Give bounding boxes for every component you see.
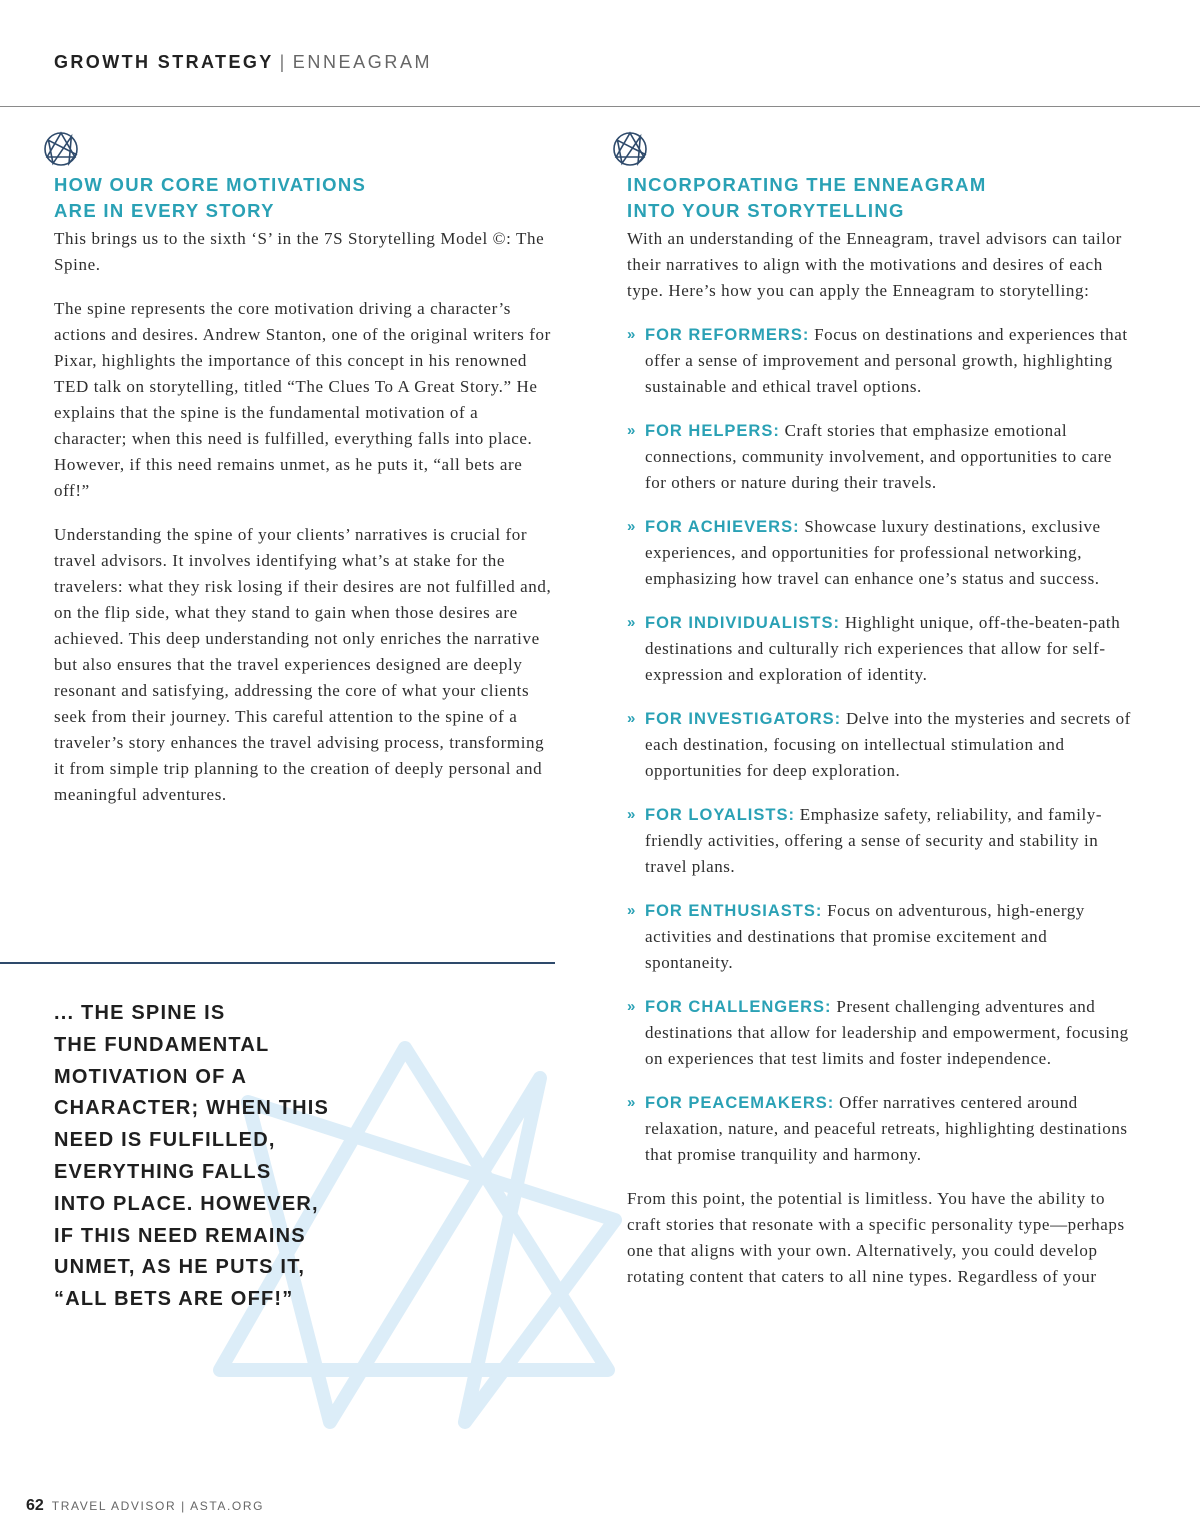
page-number: 62 xyxy=(26,1497,44,1514)
header-topic: ENNEAGRAM xyxy=(292,52,433,72)
list-item: » FOR CHALLENGERS: Present challenging adventures and destinations that allow for leadership and empowerment, focusing on experiences that test limits and foster independence. xyxy=(627,994,1137,1072)
bullet-chevron-icon: » xyxy=(627,710,636,727)
list-item: » FOR INVESTIGATORS: Delve into the mysteries and secrets of each destination, focusing on intellectual stimulation and opportunities for deep exploration. xyxy=(627,706,1137,784)
running-header xyxy=(54,52,432,73)
bullet-chevron-icon: » xyxy=(627,518,636,535)
list-item: » FOR REFORMERS: Focus on destinations and experiences that offer a sense of improvement and personal growth, highlighting sustainable and ethical travel options. xyxy=(627,322,1137,400)
pullquote-divider xyxy=(0,962,555,964)
enneagram-icon xyxy=(41,128,81,168)
list-item: » FOR ACHIEVERS: Showcase luxury destinations, exclusive experiences, and opportunities for professional networking, emphasizing how travel can enhance one’s status and success. xyxy=(627,514,1137,592)
right-heading: INCORPORATING THE ENNEAGRAM INTO YOUR STORYTELLING xyxy=(627,174,987,221)
bullet-chevron-icon: » xyxy=(627,806,636,823)
left-paragraph: The spine represents the core motivation driving a character’s actions and desires. Andrew Stanton, one of the original writers for Pixar, highlights the importance of this concept in his renowned TED talk on storytelling, titled “The Clues To A Great Story.” He explains that the spine is the fundamental motivation of a character; when this need is fulfilled, everything falls into place. However, if this need remains unmet, as he puts it, “all bets are off!” xyxy=(54,299,551,500)
left-paragraph: This brings us to the sixth ‘S’ in the 7S Storytelling Model ©: The Spine. xyxy=(54,229,545,274)
header-separator: | xyxy=(279,52,287,72)
right-column xyxy=(627,226,1137,1290)
bullet-chevron-icon: » xyxy=(627,1094,636,1111)
header-section: GROWTH STRATEGY xyxy=(54,52,274,72)
enneagram-icon xyxy=(610,128,650,168)
header-rule xyxy=(0,106,1200,107)
bullet-chevron-icon: » xyxy=(627,902,636,919)
enneagram-type-list xyxy=(627,322,1137,1168)
bullet-chevron-icon: » xyxy=(627,998,636,1015)
bullet-chevron-icon: » xyxy=(627,326,636,343)
list-item: » FOR INDIVIDUALISTS: Highlight unique, off-the-beaten-path destinations and culturally rich experiences that allow for self-expression and exploration of identity. xyxy=(627,610,1137,688)
bullet-chevron-icon: » xyxy=(627,614,636,631)
page-footer xyxy=(26,1497,264,1515)
bullet-chevron-icon: » xyxy=(627,422,636,439)
list-item: » FOR LOYALISTS: Emphasize safety, reliability, and family-friendly activities, offering a sense of security and stability in travel plans. xyxy=(627,802,1137,880)
list-item: » FOR HELPERS: Craft stories that emphasize emotional connections, community involvement, and opportunities to care for others or nature during their travels. xyxy=(627,418,1137,496)
list-item: » FOR PEACEMAKERS: Offer narratives centered around relaxation, nature, and peaceful retreats, highlighting destinations that promise tranquility and harmony. xyxy=(627,1090,1137,1168)
left-paragraph: Understanding the spine of your clients’ narratives is crucial for travel advisors. It involves identifying what’s at stake for the travelers: what they risk losing if their desires are not fulfilled and, on the flip side, what they stand to gain when those desires are achieved. This deep understanding not only enriches the narrative but also ensures that the travel experiences designed are deeply resonant and satisfying, addressing the core of what your clients seek from their journey. This careful attention to the spine of a traveler’s story enhances the travel advising process, transforming it from simple trip planning to the creation of deeply personal and meaningful adventures. xyxy=(54,525,552,804)
left-heading: HOW OUR CORE MOTIVATIONS ARE IN EVERY STORY xyxy=(54,174,367,221)
list-item: » FOR ENTHUSIASTS: Focus on adventurous, high-energy activities and destinations that promise excitement and spontaneity. xyxy=(627,898,1137,976)
left-column xyxy=(54,226,554,808)
right-closing-paragraph: From this point, the potential is limitless. You have the ability to craft stories that resonate with a specific personality type—perhaps one that aligns with your own. Alternatively, you could develop rotating content that caters to all nine types. Regardless of your xyxy=(627,1189,1125,1286)
pull-quote: ... THE SPINE IS THE FUNDAMENTAL MOTIVATION OF A CHARACTER; WHEN THIS NEED IS FULFILLED, EVERYTHING FALLS INTO PLACE. HOWEVER, IF THIS NEED REMAINS UNMET, AS HE PUTS IT, “ALL BETS ARE OFF!” xyxy=(54,1002,330,1311)
publication-name: TRAVEL ADVISOR | ASTA.ORG xyxy=(51,1499,265,1513)
right-intro: With an understanding of the Enneagram, travel advisors can tailor their narratives to align with the motivations and desires of each type. Here’s how you can apply the Enneagram to storytelling: xyxy=(627,229,1122,300)
